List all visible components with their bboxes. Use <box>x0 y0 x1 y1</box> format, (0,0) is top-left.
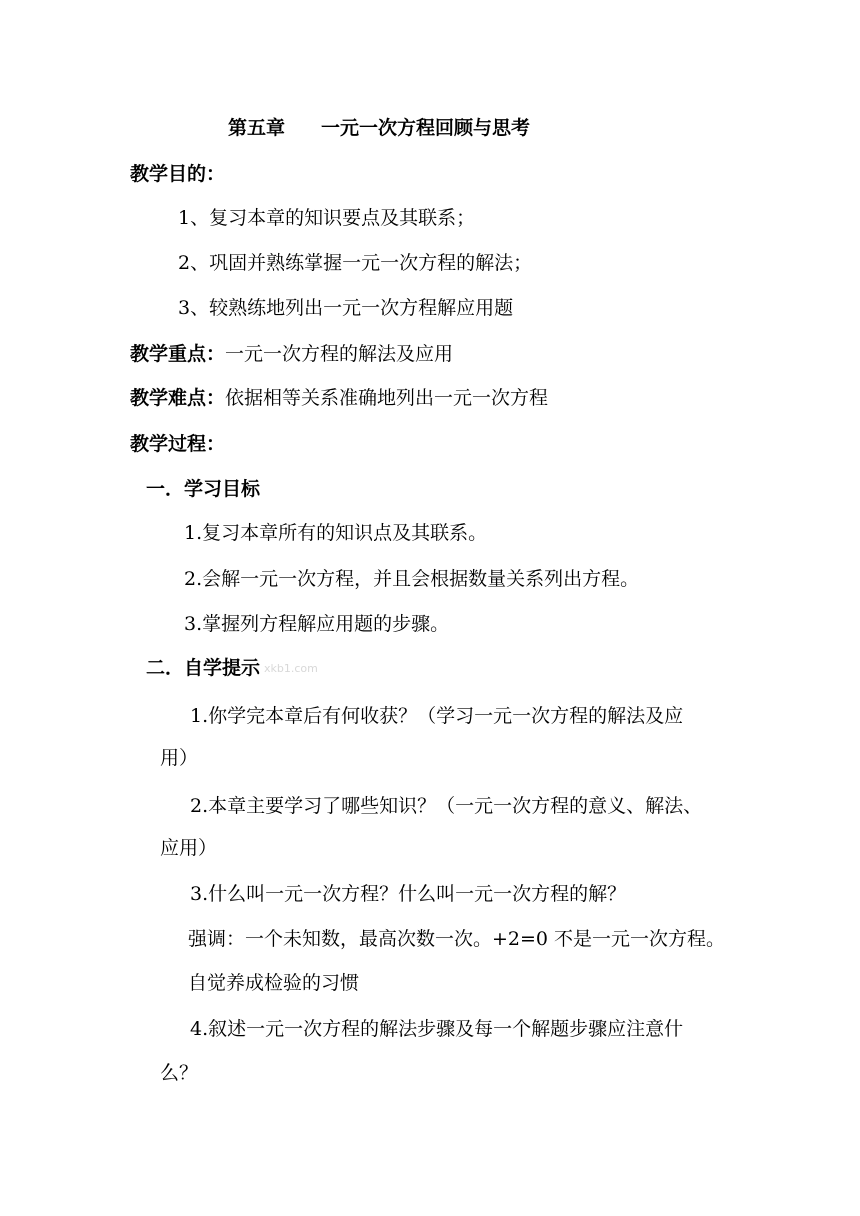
question-1-line1: 1.你学完本章后有何收获？（学习一元一次方程的解法及应 <box>190 705 684 727</box>
section2-heading-row <box>146 656 318 681</box>
title-text: 一元一次方程回顾与思考 <box>321 117 531 139</box>
goal-item: 3、较熟练地列出一元一次方程解应用题 <box>178 297 514 319</box>
key-point-text: 一元一次方程的解法及应用 <box>225 343 454 365</box>
goal-item: 2、巩固并熟练掌握一元一次方程的解法； <box>178 252 533 274</box>
question-2-line1: 2.本章主要学习了哪些知识？（一元一次方程的意义、解法、 <box>190 795 703 817</box>
habit-note: 自觉养成检验的习惯 <box>188 972 360 994</box>
question-3: 3.什么叫一元一次方程？什么叫一元一次方程的解？ <box>190 883 627 905</box>
question-1-line2: 用） <box>160 747 199 769</box>
section1-item: 1.复习本章所有的知识点及其联系。 <box>184 522 488 544</box>
section1-item: 3.掌握列方程解应用题的步骤。 <box>184 613 450 635</box>
section1-heading: 一．学习目标 <box>146 478 261 500</box>
process-heading: 教学过程： <box>130 433 226 455</box>
question-4-line2: 么？ <box>160 1062 199 1084</box>
page-title <box>228 116 530 140</box>
key-point <box>130 342 453 366</box>
difficulty <box>130 386 548 410</box>
section1-item: 2.会解一元一次方程，并且会根据数量关系列出方程。 <box>184 568 640 590</box>
watermark: xkb1.com <box>264 662 318 675</box>
question-2-line2: 应用） <box>160 837 218 859</box>
difficulty-label: 教学难点： <box>130 387 226 409</box>
title-chapter: 第五章 <box>228 117 286 139</box>
goal-item: 1、复习本章的知识要点及其联系； <box>178 207 476 229</box>
section2-heading: 二．自学提示 <box>146 657 261 679</box>
difficulty-text: 依据相等关系准确地列出一元一次方程 <box>225 387 549 409</box>
emphasis-note: 强调：一个未知数，最高次数一次。+2=0 不是一元一次方程。 <box>188 928 726 950</box>
question-4-line1: 4.叙述一元一次方程的解法步骤及每一个解题步骤应注意什 <box>190 1018 684 1040</box>
goals-heading: 教学目的： <box>130 163 226 185</box>
key-point-label: 教学重点： <box>130 343 226 365</box>
